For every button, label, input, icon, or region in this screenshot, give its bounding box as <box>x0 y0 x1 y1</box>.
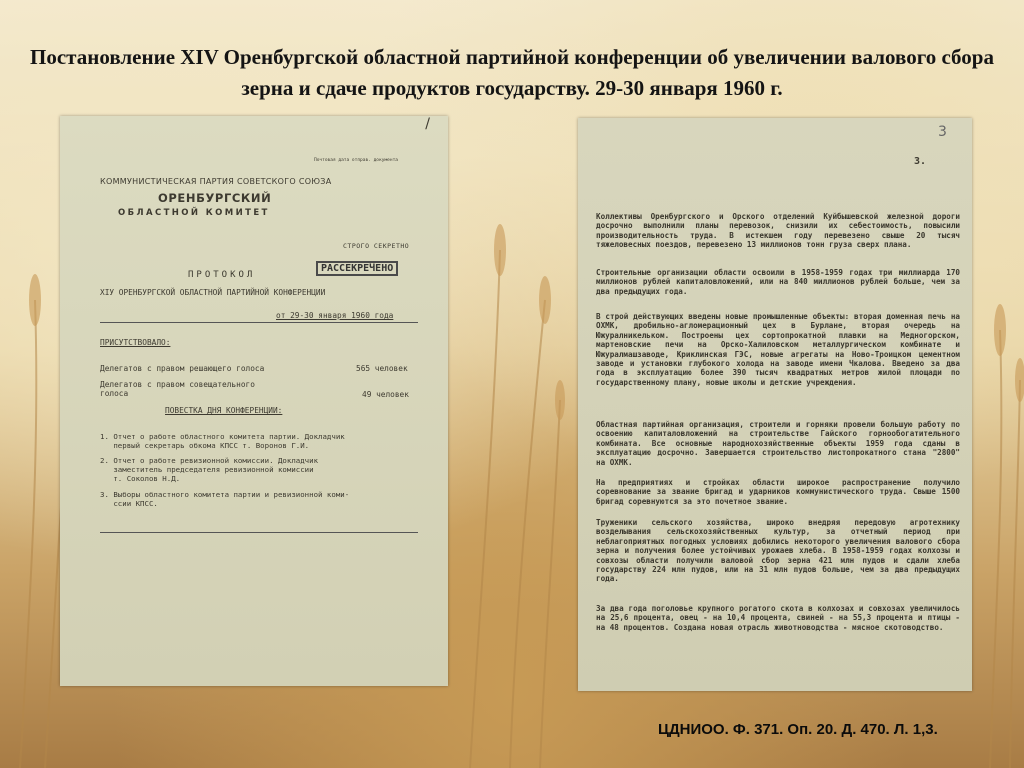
paragraph: Коллективы Оренбургского и Орского отделений Куйбышевской железной дороги досрочно выполнили планы перевозок, снизили их себестоимость, повысили производительность труда. В истекшем году перевезено свыше 20 тысяч тяжеловесных поездов, перевезено 13 миллионов тонн груза сверх плана. <box>596 212 960 250</box>
slide-title: Постановление XIV Оренбургской областной партийной конференции об увеличении валового сбора зерна и сдаче продуктов государству. 29-30 января 1960 г. <box>30 45 994 100</box>
agenda-heading: ПОВЕСТКА ДНЯ КОНФЕРЕНЦИИ: <box>165 406 283 415</box>
paragraph: За два года поголовье крупного рогатого скота в колхозах и совхозах увеличилось на 25,6 процента, овец - на 10,4 процента, свиней - на 55,3 процента и птицы - на 48 процентов. Создана новая отрасль животноводства - мясное скотоводство. <box>596 604 960 632</box>
secrecy-label: СТРОГО СЕКРЕТНО <box>343 242 410 250</box>
conference-name: XIУ ОРЕНБУРГСКОЙ ОБЛАСТНОЙ ПАРТИЙНОЙ КОНФЕРЕНЦИИ <box>100 288 326 297</box>
archive-reference: ЦДНИОО. Ф. 371. Оп. 20. Д. 470. Л. 1,3. <box>658 721 938 738</box>
tiny-note: Почтовая дата отправ. документа <box>314 158 398 163</box>
agenda-item: 2. Отчет о работе ревизионной комиссии. Докладчик заместитель председателя ревизионной комиссии т. Соколов Н.Д. <box>100 456 319 483</box>
page-number: 3. <box>914 156 927 167</box>
resolution-document-page <box>578 118 972 691</box>
agenda-item: 1. Отчет о работе областного комитета партии. Докладчик первый секретарь обкома КПСС т. Воронов Г.И. <box>100 432 345 450</box>
protocol-date: от 29-30 января 1960 года <box>276 311 394 320</box>
delegates-advisory-count: 49 человек <box>362 390 409 399</box>
page-mark: 3 <box>938 124 947 140</box>
declassified-stamp: РАССЕКРЕЧЕНО <box>316 261 398 276</box>
agenda-item: 3. Выборы областного комитета партии и ревизионной коми- ссии КПСС. <box>100 490 350 508</box>
page-mark: / <box>425 116 430 132</box>
paragraph: Строительные организации области освоили в 1958-1959 годах три миллиарда 170 миллионов рублей капиталовложений, или на 840 миллионов рублей больше, чем за два предыдущих года. <box>596 268 960 296</box>
paragraph: На предприятиях и стройках области широкое распространение получило соревнование за звание бригад и ударников коммунистического труда. Свыше 1500 бригад соревнуются за это почетное звание. <box>596 478 960 506</box>
underline-rule <box>100 322 418 323</box>
paragraph: Труженики сельского хозяйства, широко внедряя передовую агротехнику возделывания сельскохозяйственных культур, за отчетный период при неблагоприятных погодных условиях добились некоторого увеличения валового сбора зерна и получения более устойчивых урожаев хлеба. В 1958-1959 годах колхозы и совхозы области получили валовой сбор зерна 421 млн пудов и сдали хлеба государству 224 млн пудов, или на 31 млн пудов больше, чем за два предыдущих года. <box>596 518 960 584</box>
delegates-decisive-count: 565 человек <box>356 364 408 373</box>
delegates-advisory-label: Делегатов с правом совещательного голоса <box>100 380 255 398</box>
present-heading: ПРИСУТСТВОВАЛО: <box>100 338 171 347</box>
protocol-heading: ПРОТОКОЛ <box>188 270 256 280</box>
protocol-document-page <box>60 116 448 686</box>
party-header: КОММУНИСТИЧЕСКАЯ ПАРТИЯ СОВЕТСКОГО СОЮЗА <box>100 177 332 186</box>
paragraph: Областная партийная организация, строители и горняки провели большую работу по освоению капиталовложений на строительстве Гайского горнообогатительного комбината. Все основные народнохозяйственные объекты 1959 года сданы в эксплуатацию досрочно. Завершается строительство листопрокатного стана "2800" на ОХМК. <box>596 420 960 467</box>
region-header: ОРЕНБУРГСКИЙ <box>158 191 272 205</box>
divider-rule <box>100 532 418 533</box>
delegates-decisive-label: Делегатов с правом решающего голоса <box>100 364 265 373</box>
paragraph: В строй действующих введены новые промышленные объекты: вторая доменная печь на ОХМК, дробильно-агломерационный цех в Бурлане, вторая очередь на Южуралникельком. Построены цех сортопрокатной плавки на Медногорском, мартеновские печи на Орско-Халиловском металлургическом комбинате и Южуралмашзаводе, Криклинская ГЭС, новые агрегаты на Ново-Троицком цементном заводе и установки глубокого холода на заводе имени Чкалова. Введено за два года в эксплуатацию более 390 тысяч квадратных метров жилой площади по государственному плану, новые школы и детские учреждения. <box>596 312 960 387</box>
committee-header: ОБЛАСТНОЙ КОМИТЕТ <box>118 208 270 218</box>
